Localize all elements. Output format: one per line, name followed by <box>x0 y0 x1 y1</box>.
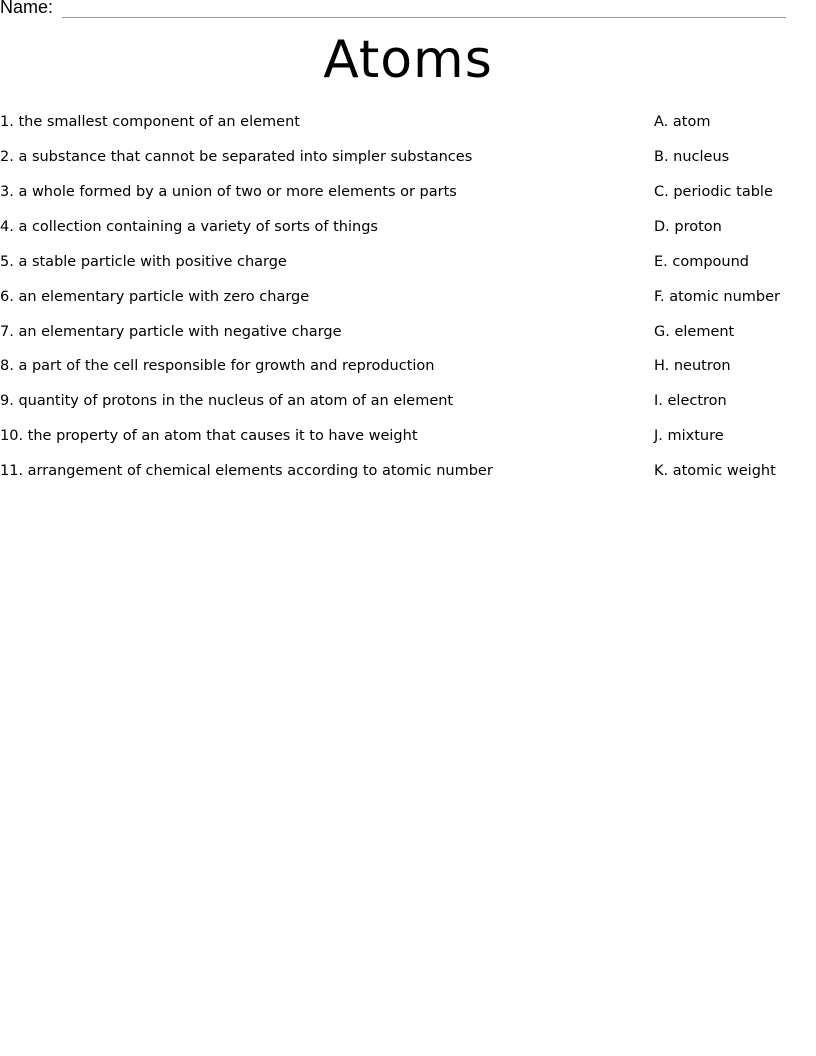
answer-option: K. atomic weight <box>654 463 776 479</box>
clue-item: 1. the smallest component of an element <box>0 114 300 130</box>
answer-option: J. mixture <box>654 428 724 444</box>
clue-item: 6. an elementary particle with zero charge <box>0 289 310 305</box>
name-label: Name: <box>0 0 54 17</box>
answer-option: F. atomic number <box>654 289 780 305</box>
clue-item: 9. quantity of protons in the nucleus of an atom of an element <box>0 393 454 409</box>
clue-item: 7. an elementary particle with negative charge <box>0 324 342 340</box>
answer-option: H. neutron <box>654 358 731 374</box>
answer-option: G. element <box>654 324 735 340</box>
answer-option: E. compound <box>654 254 750 270</box>
clue-item: 5. a stable particle with positive charge <box>0 254 287 270</box>
clue-item: 10. the property of an atom that causes it to have weight <box>0 428 418 444</box>
answer-option: C. periodic table <box>654 184 773 200</box>
answer-option: A. atom <box>654 114 711 130</box>
clue-item: 3. a whole formed by a union of two or more elements or parts <box>0 184 457 200</box>
clue-item: 4. a collection containing a variety of sorts of things <box>0 219 378 235</box>
name-row <box>0 0 790 22</box>
clue-item: 8. a part of the cell responsible for growth and reproduction <box>0 358 435 374</box>
answer-option: B. nucleus <box>654 149 730 165</box>
answer-option: D. proton <box>654 219 722 235</box>
clue-item: 2. a substance that cannot be separated into simpler substances <box>0 149 473 165</box>
worksheet-title: Atoms <box>323 30 493 90</box>
answer-option: I. electron <box>654 393 727 409</box>
clue-item: 11. arrangement of chemical elements according to atomic number <box>0 463 493 479</box>
name-field-line[interactable] <box>62 17 786 18</box>
